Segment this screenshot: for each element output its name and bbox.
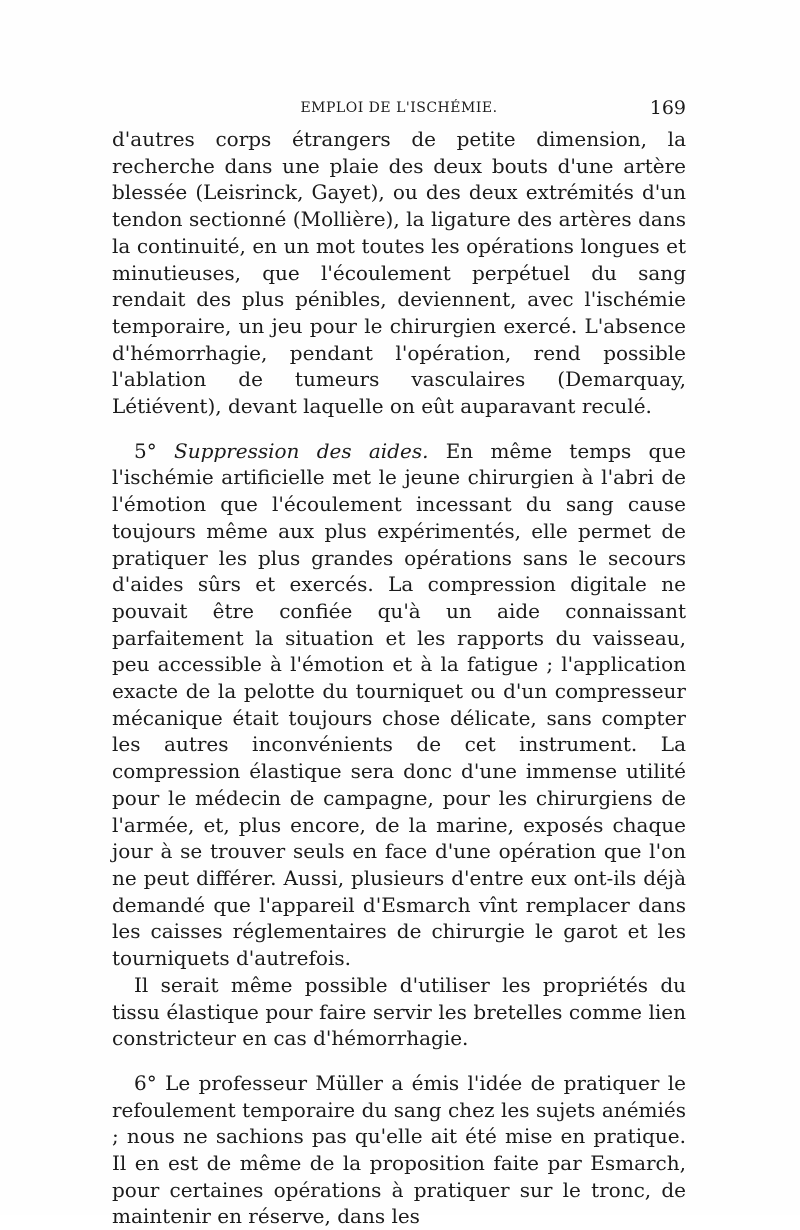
section-number: 5° (134, 438, 157, 463)
body-text (112, 126, 686, 1230)
paragraph-text: Le professeur Müller a émis l'idée de pratiquer le refoulement temporaire du sang chez les sujets anémiés ; nous ne sachions pas qu'elle ait été mise en pratique. Il en est de même de la proposition faite par Esmarch, pour certaines opérations à pratiquer sur le tronc, de maintenir en réserve, dans les (112, 1070, 687, 1229)
paragraph-text: Il serait même possible d'utiliser les propriétés du tissu élastique pour faire servir les bretelles comme lien constricteur en cas d'hémorrhagie. (112, 972, 686, 1051)
running-header (112, 97, 686, 124)
paragraph-text: d'autres corps étrangers de petite dimension, la recherche dans une plaie des deux bouts d'une artère blessée (Leisrinck, Gayet), ou des deux extrémités d'un tendon sectionné (Mollière), la ligature des artères dans la continuité, en un mot toutes les opérations longues et minutieuses, que l'écoulement perpétuel du sang rendait des plus pénibles, deviennent, avec l'ischémie temporaire, un jeu pour le chirurgien exercé. L'absence d'hémorrhagie, pendant l'opération, rend possible l'ablation de tumeurs vasculaires (Demarquay, Létiévent), devant laquelle on eût auparavant reculé. (112, 127, 686, 419)
section-heading: Suppression des aides. (174, 438, 429, 463)
paragraph-text: En même temps que l'ischémie artificielle met le jeune chirurgien à l'abri de l'émotion que l'écoulement incessant du sang cause toujours même aux plus expérimentés, elle permet de pratiquer les plus grandes opérations sans le secours d'aides sûrs et exercés. La compression digitale ne pouvait être confiée qu'à un aide connaissant parfaitement la situation et les rapports du vaisseau, peu accessible à l'émotion et à la fatigue ; l'application exacte de la pelotte du tourniquet ou d'un compresseur mécanique était toujours chose délicate, sans compter les autres inconvénients de cet instrument. La compression élastique sera donc d'une immense utilité pour le médecin de campagne, pour les chirurgiens de l'armée, et, plus encore, de la marine, exposés chaque jour à se trouver seuls en face d'une opération que l'on ne peut différer. Aussi, plusieurs d'entre eux ont-ils déjà demandé que l'appareil d'Esmarch vînt remplacer dans les caisses réglementaires de chirurgie le garot et les tourniquets d'autrefois. (112, 438, 686, 971)
paragraph-bretelles (112, 972, 686, 1052)
running-title: EMPLOI DE L'ISCHÉMIE. (300, 100, 498, 116)
section-number: 6° (134, 1070, 157, 1095)
paragraph-section-5 (112, 438, 686, 972)
paragraph-continued (112, 126, 686, 420)
page-number: 169 (649, 97, 686, 119)
paragraph-section-6 (112, 1070, 686, 1230)
